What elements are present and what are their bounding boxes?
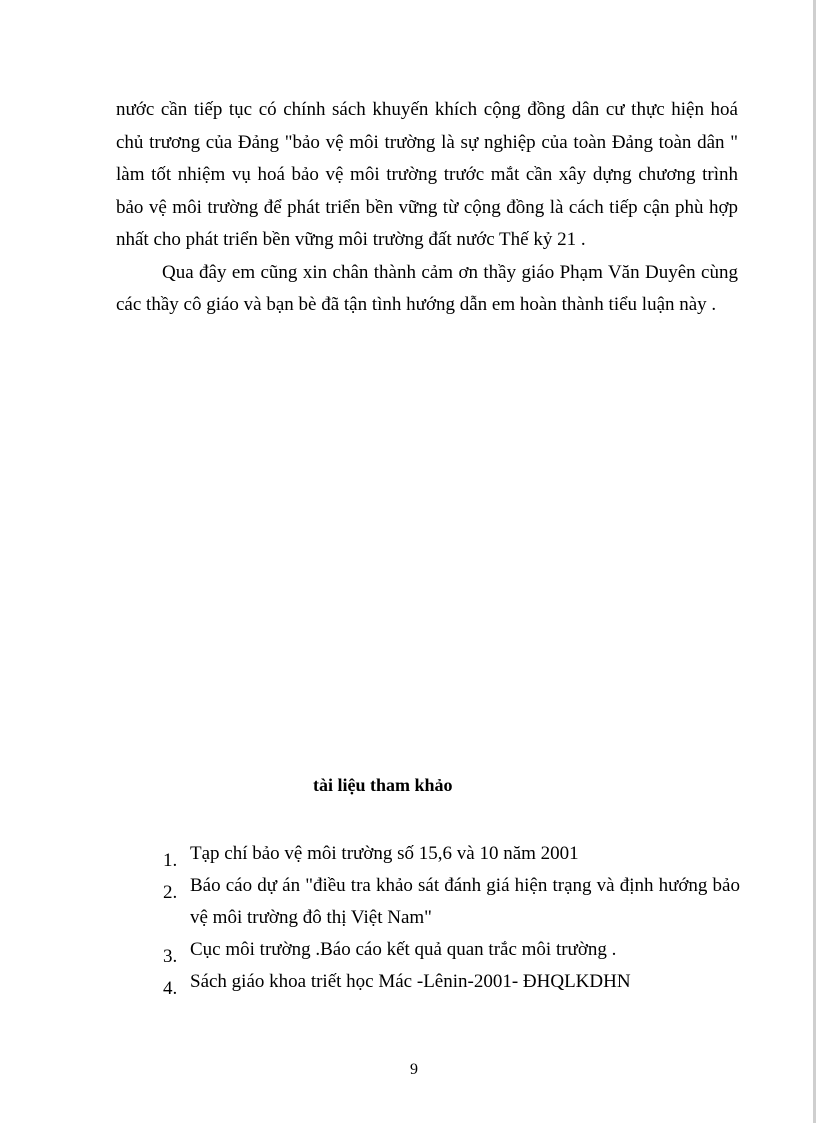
reference-number: 4. xyxy=(163,978,178,999)
reference-item xyxy=(160,934,740,966)
document-body xyxy=(116,94,738,322)
paragraph-conclusion: nước cần tiếp tục có chính sách khuyến khích cộng đồng dân cư thực hiện hoá chủ trương của Đảng "bảo vệ môi trường là sự nghiệp của toàn Đảng toàn dân " làm tốt nhiệm vụ hoá bảo vệ môi trường trước mắt cần xây dựng chương trình bảo vệ môi trường để phát triển bền vững từ cộng đồng là cách tiếp cận phù hợp nhất cho phát triển bền vững môi trường đất nước Thế kỷ 21 . xyxy=(116,99,738,250)
reference-number: 3. xyxy=(163,946,178,967)
reference-text: Tạp chí bảo vệ môi trường số 15,6 và 10 năm 2001 xyxy=(190,843,579,864)
reference-item xyxy=(160,966,740,998)
reference-text: Cục môi trường .Báo cáo kết quả quan trắc môi trường . xyxy=(190,939,617,960)
page-number: 9 xyxy=(410,1061,418,1078)
reference-text: Báo cáo dự án "điều tra khảo sát đánh giá hiện trạng và định hướng bảo vệ môi trường đô thị Việt Nam" xyxy=(190,875,740,928)
reference-item xyxy=(160,838,740,870)
paragraph-acknowledgement: Qua đây em cũng xin chân thành cảm ơn thầy giáo Phạm Văn Duyên cùng các thầy cô giáo và bạn bè đã tận tình hướng dẫn em hoàn thành tiểu luận này . xyxy=(116,261,738,315)
reference-number: 2. xyxy=(163,882,178,903)
reference-text: Sách giáo khoa triết học Mác -Lênin-2001- ĐHQLKDHN xyxy=(190,971,631,992)
references-heading: tài liệu tham khảo xyxy=(313,775,453,795)
references-list xyxy=(160,838,740,998)
reference-number: 1. xyxy=(163,850,178,871)
reference-item xyxy=(160,870,740,934)
